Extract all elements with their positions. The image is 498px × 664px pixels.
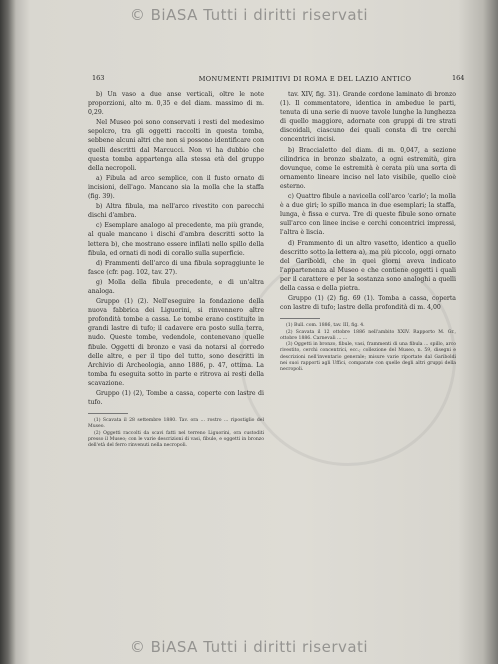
page-header [0,74,498,88]
page-number-left: 163 [92,74,105,82]
paragraph: Gruppo (1) (2) fig. 69 (1). Tomba a cassa, coperta con lastre di tufo; lastre della profondità di m. 4,00 [280,295,456,312]
paragraph: Nel Museo poi sono conservati i resti del medesimo sepolcro, tra gli oggetti raccolti in questa tomba, sebbene alcuni altri che non si possono identificare con quelli descritti dal Marcucci. Non vi ha dubbio che questa tomba appartenga alla stessa età del gruppo della necropoli. [88,119,264,172]
paragraph: c) Quattro fibule a navicella coll'arco 'carlo'; la molla è a due giri; lo spillo manca in due esemplari; la staffa, lunga, è fissa e curva. Tre di queste fibule sono ornate sull'arco con linee incise e cerchi concentrici impressi, l'altra è liscia. [280,193,456,237]
paragraph: b) Braccialetto del diam. di m. 0,047, a sezione cilindrica in bronzo sbalzato, a ogni estremità, gira dovunque, come le estremità è cerata più una sorta di ornamento lineare inciso nel lato visibile, quello cioè esterno. [280,146,456,190]
watermark-top: © BiASA Tutti i diritti riservati [129,6,369,24]
right-column [280,90,456,374]
paragraph: b) Un vaso a due anse verticali, oltre le note proporzioni, alto m. 0,35 e del diam. massimo di m. 0,29. [88,91,264,117]
watermark-bottom: © BiASA Tutti i diritti riservati [129,638,369,656]
footnote: (3) Oggetti in bronzo, fibule, vasi, frammenti di una fibula ... spillo, arco rivestito, cerchi concentrici, ecc.; collezione del Museo, n. 59, disegni e descrizioni nell'inventario generale; misure varie riportate dal Gariboldi nei suoi rapporti agli Uffici, comparate con quelle degli altri gruppi della necropoli. [280,342,456,373]
page-number-right: 164 [452,74,465,82]
paragraph: a) Fibula ad arco semplice, con il fusto ornato di incisioni, dell'ago. Mancano sia la molla che la staffa (fig. 39). [88,174,264,201]
footnote-rule [88,413,128,414]
footnote: (2) Scavata il 12 ottobre 1886 nell'ambito XXIV. Rapporto M. Gr., ottobre 1886. Carnevali ... ... [280,329,456,341]
paragraph: d) Frammento di un altro vasetto, identico a quello descritto sotto la lettera a), ma più piccolo, oggi ornato del Gariboldi, che in quei giorni aveva indicato l'appartenenza al Museo e che contiene oggetti i quali per il carattere e per la sostanza sono analoghi a quelli della cassa e della pietra. [280,239,456,292]
right-footnotes [280,323,456,373]
paragraph: c) Esemplare analogo al precedente, ma più grande, al quale mancano i dischi d'ambra descritti sotto la lettera b), che mostrano essere infilati nello spillo della fibula, ed ornati di nodi di corallo sulla superficie. [88,222,264,257]
paragraph: g) Molla della fibula precedente, e di un'altra analoga. [88,278,264,295]
paragraph: tav. XIV, fig. 31). Grande cordone laminato di bronzo (1). Il commentatore, identica in ambedue le parti, tenuta di una serie di nuove tavole lunghe la lunghezza di quello maggiore, adornate con gruppi di tre strati discoidali, ciascuno dei quali consta di tre cerchi concentrici incisi. [280,91,456,144]
paragraph: Gruppo (1) (2). Nell'eseguire la fondazione della nuova fabbrica dei Liguorini, si rinvennero altre profondità tombe a cassa. Le tombe erano costituite in grandi lastre di tufo; il cadavere era posto sulla terra, nudo. Queste tombe, vedendole, contenevano quelle fibule. Oggetti di bronzo e vasi da notarsi al corredo delle altre, e per il tipo del tutto, sono descritti in Archivio di Archeologia, anno 1886, p. 47, ottima. La tomba fu eseguita sotto in parte e ritrova ai resti della scavazione. [88,298,264,387]
running-title: MONUMENTI PRIMITIVI DI ROMA E DEL LAZIO ANTICO [198,75,412,83]
footnote-rule [280,318,320,319]
left-footnotes [88,418,264,449]
paragraph: b) Altra fibula, ma nell'arco rivestito con parecchi dischi d'ambra. [88,203,264,220]
paragraph: d) Frammenti dell'arco di una fibula sopraggiunte le fasce (cfr. pag. 102, tav. 27). [88,259,264,276]
left-column [88,90,264,450]
paragraph: Gruppo (1) (2), Tombe a cassa, coperte con lastre di tufo. [88,390,264,407]
footnote: (2) Oggetti raccolti da scavi fatti nel terreno Liguorini, ora custoditi presso il Museo; con le varie descrizioni di vasi, fibule, e oggetti in bronzo dell'età del ferro rinvenuti nella necropoli. [88,430,264,449]
footnote: (1) Scavata il 28 settembre 1880. Tav. ora ... rostro ... ripostiglio del Museo. [88,418,264,430]
footnote: (1) Bull. com. 1886, tav. III, fig. 4. [286,323,365,329]
